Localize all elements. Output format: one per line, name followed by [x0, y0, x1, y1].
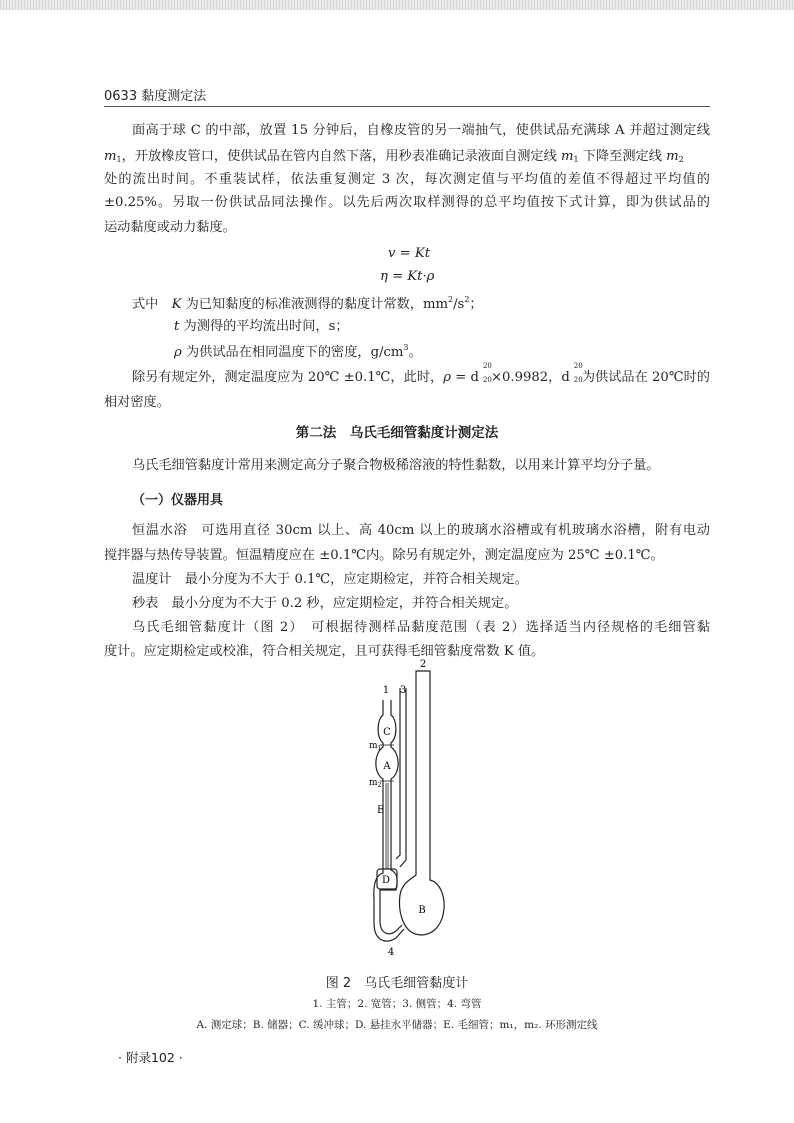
symbol-m: m [666, 149, 679, 164]
label-m: m [369, 778, 378, 788]
label-3: 3 [399, 685, 407, 696]
para-line [104, 396, 170, 409]
item-water-bath: 恒温水浴 可选用直径 30cm 以上、高 40cm 以上的玻璃水浴槽或有机玻璃水浴槽，附有电动 [132, 523, 710, 538]
symbol-m: m [104, 149, 117, 164]
para-line [132, 362, 710, 385]
label-C: C [383, 727, 391, 738]
subscript: 20 [573, 376, 583, 384]
label-4: 4 [387, 947, 395, 958]
where-rho [174, 344, 422, 359]
para-line [104, 150, 710, 164]
item-viscometer-cont: 度计。应定期检定或校准，符合相关规定，且可获得毛细管黏度常数 K 值。 [104, 644, 545, 659]
ubbelohde-viscometer-figure [340, 655, 460, 960]
figure-legend-parts: 1. 主管；2. 宽管；3. 侧管；4. 弯管 [312, 998, 482, 1010]
capillary [386, 783, 388, 869]
subsection-title: （一）仪器用具 [132, 493, 224, 508]
symbol-rho: ρ [443, 370, 452, 385]
item-thermometer: 温度计 最小分度为不大于 0.1℃，应定期检定，并符合相关规定。 [132, 572, 528, 587]
label-B: B [418, 905, 426, 916]
side-tube-right [400, 688, 406, 867]
where-t [174, 320, 349, 333]
text: 相对密度。 [104, 395, 170, 410]
text: ×0.9982，d [490, 370, 570, 385]
text: 面高于球 C 的中部，放置 15 分钟后，自橡皮管的另一端抽气，使供试品充满球 A 并超过测定线 [132, 123, 710, 138]
symbol-rho: ρ [174, 345, 182, 360]
label-2: 2 [419, 659, 427, 670]
text: 。 [408, 345, 422, 360]
page-folio: · 附录102 · [118, 1050, 183, 1065]
label-sub: 2 [377, 782, 382, 789]
label-D: D [381, 875, 391, 886]
text: 为供试品在相同温度下的密度，g/cm [181, 345, 404, 360]
para-line [104, 173, 710, 186]
running-head: 0633 黏度测定法 [104, 89, 207, 104]
superscript: 20 [573, 362, 583, 370]
text: = d [451, 370, 479, 385]
subscript: 1 [116, 155, 122, 164]
label-m: m [369, 741, 378, 751]
para-line [104, 196, 710, 209]
text: ±0.25%。另取一份供试品同法操作。以先后两次取样测得的总平均值按下式计算，即为供试品的 [104, 195, 710, 210]
label-A: A [383, 761, 391, 772]
header-rule [104, 106, 710, 107]
subscript: 20 [482, 376, 492, 384]
text: ，开放橡皮管口，使供试品在管内自然下落，用秒表准确记录液面自测定线 [121, 149, 561, 164]
superscript: 20 [482, 362, 492, 370]
text: 为已知黏度的标准液测得的黏度计常数，mm [181, 297, 448, 312]
where-k [132, 296, 483, 311]
density-index [479, 362, 492, 384]
label-1: 1 [382, 685, 390, 696]
subscript: 1 [573, 155, 579, 164]
symbol-m: m [561, 149, 574, 164]
equation-dynamic: η = Kt·ρ [380, 269, 435, 284]
label-E: E [377, 805, 385, 816]
superscript: 3 [403, 343, 409, 352]
figure-legend-components: A. 测定球；B. 储器；C. 缓冲球；D. 悬挂水平储器；E. 毛细管；m₁，m₂. 环形测定线 [196, 1019, 598, 1031]
label-m2 [369, 778, 382, 789]
intro-text: 乌氏毛细管黏度计常用来测定高分子聚合物极稀溶液的特性黏数，以用来计算平均分子量。 [132, 458, 660, 473]
label-sub: 1 [377, 745, 382, 752]
item-viscometer: 乌氏毛细管黏度计（图 2） 可根据待测样品黏度范围（表 2）选择适当内径规格的毛细管黏 [132, 620, 710, 635]
para-line [104, 221, 236, 234]
symbol-t: t [174, 319, 180, 334]
text: 下降至测定线 [578, 149, 667, 164]
item-water-bath-cont: 搅拌器与热传导装置。恒温精度应在 ±0.1℃内。除另有规定外，测定温度应为 25℃ ±0.1℃。 [104, 548, 664, 563]
density-index [570, 362, 583, 384]
text: /s [453, 297, 465, 312]
superscript: 2 [464, 295, 470, 304]
label-m1 [369, 741, 381, 752]
text: 除另有规定外，测定温度应为 20℃ ±0.1℃，此时， [132, 370, 444, 385]
text: 处的流出时间。不重装试样，依法重复测定 3 次，每次测定值与平均值的差值不得超过平均值的 [104, 172, 710, 187]
where-lead: 式中 [132, 297, 159, 312]
text: ； [469, 297, 483, 312]
text: 运动黏度或动力黏度。 [104, 220, 236, 235]
figure-caption: 图 2 乌氏毛细管黏度计 [325, 976, 469, 991]
para-line [132, 124, 710, 137]
text: 为供试品在 20℃时的 [581, 370, 710, 385]
superscript: 2 [448, 295, 454, 304]
text: 为测得的平均流出时间，s； [179, 319, 349, 334]
item-stopwatch: 秒表 最小分度为不大于 0.2 秒，应定期检定，并符合相关规定。 [132, 596, 518, 611]
subscript: 2 [678, 155, 684, 164]
equation-kinematic: v = Kt [388, 246, 431, 261]
symbol-k: K [171, 297, 182, 312]
section-title: 第二法 乌氏毛细管黏度计测定法 [295, 425, 499, 441]
